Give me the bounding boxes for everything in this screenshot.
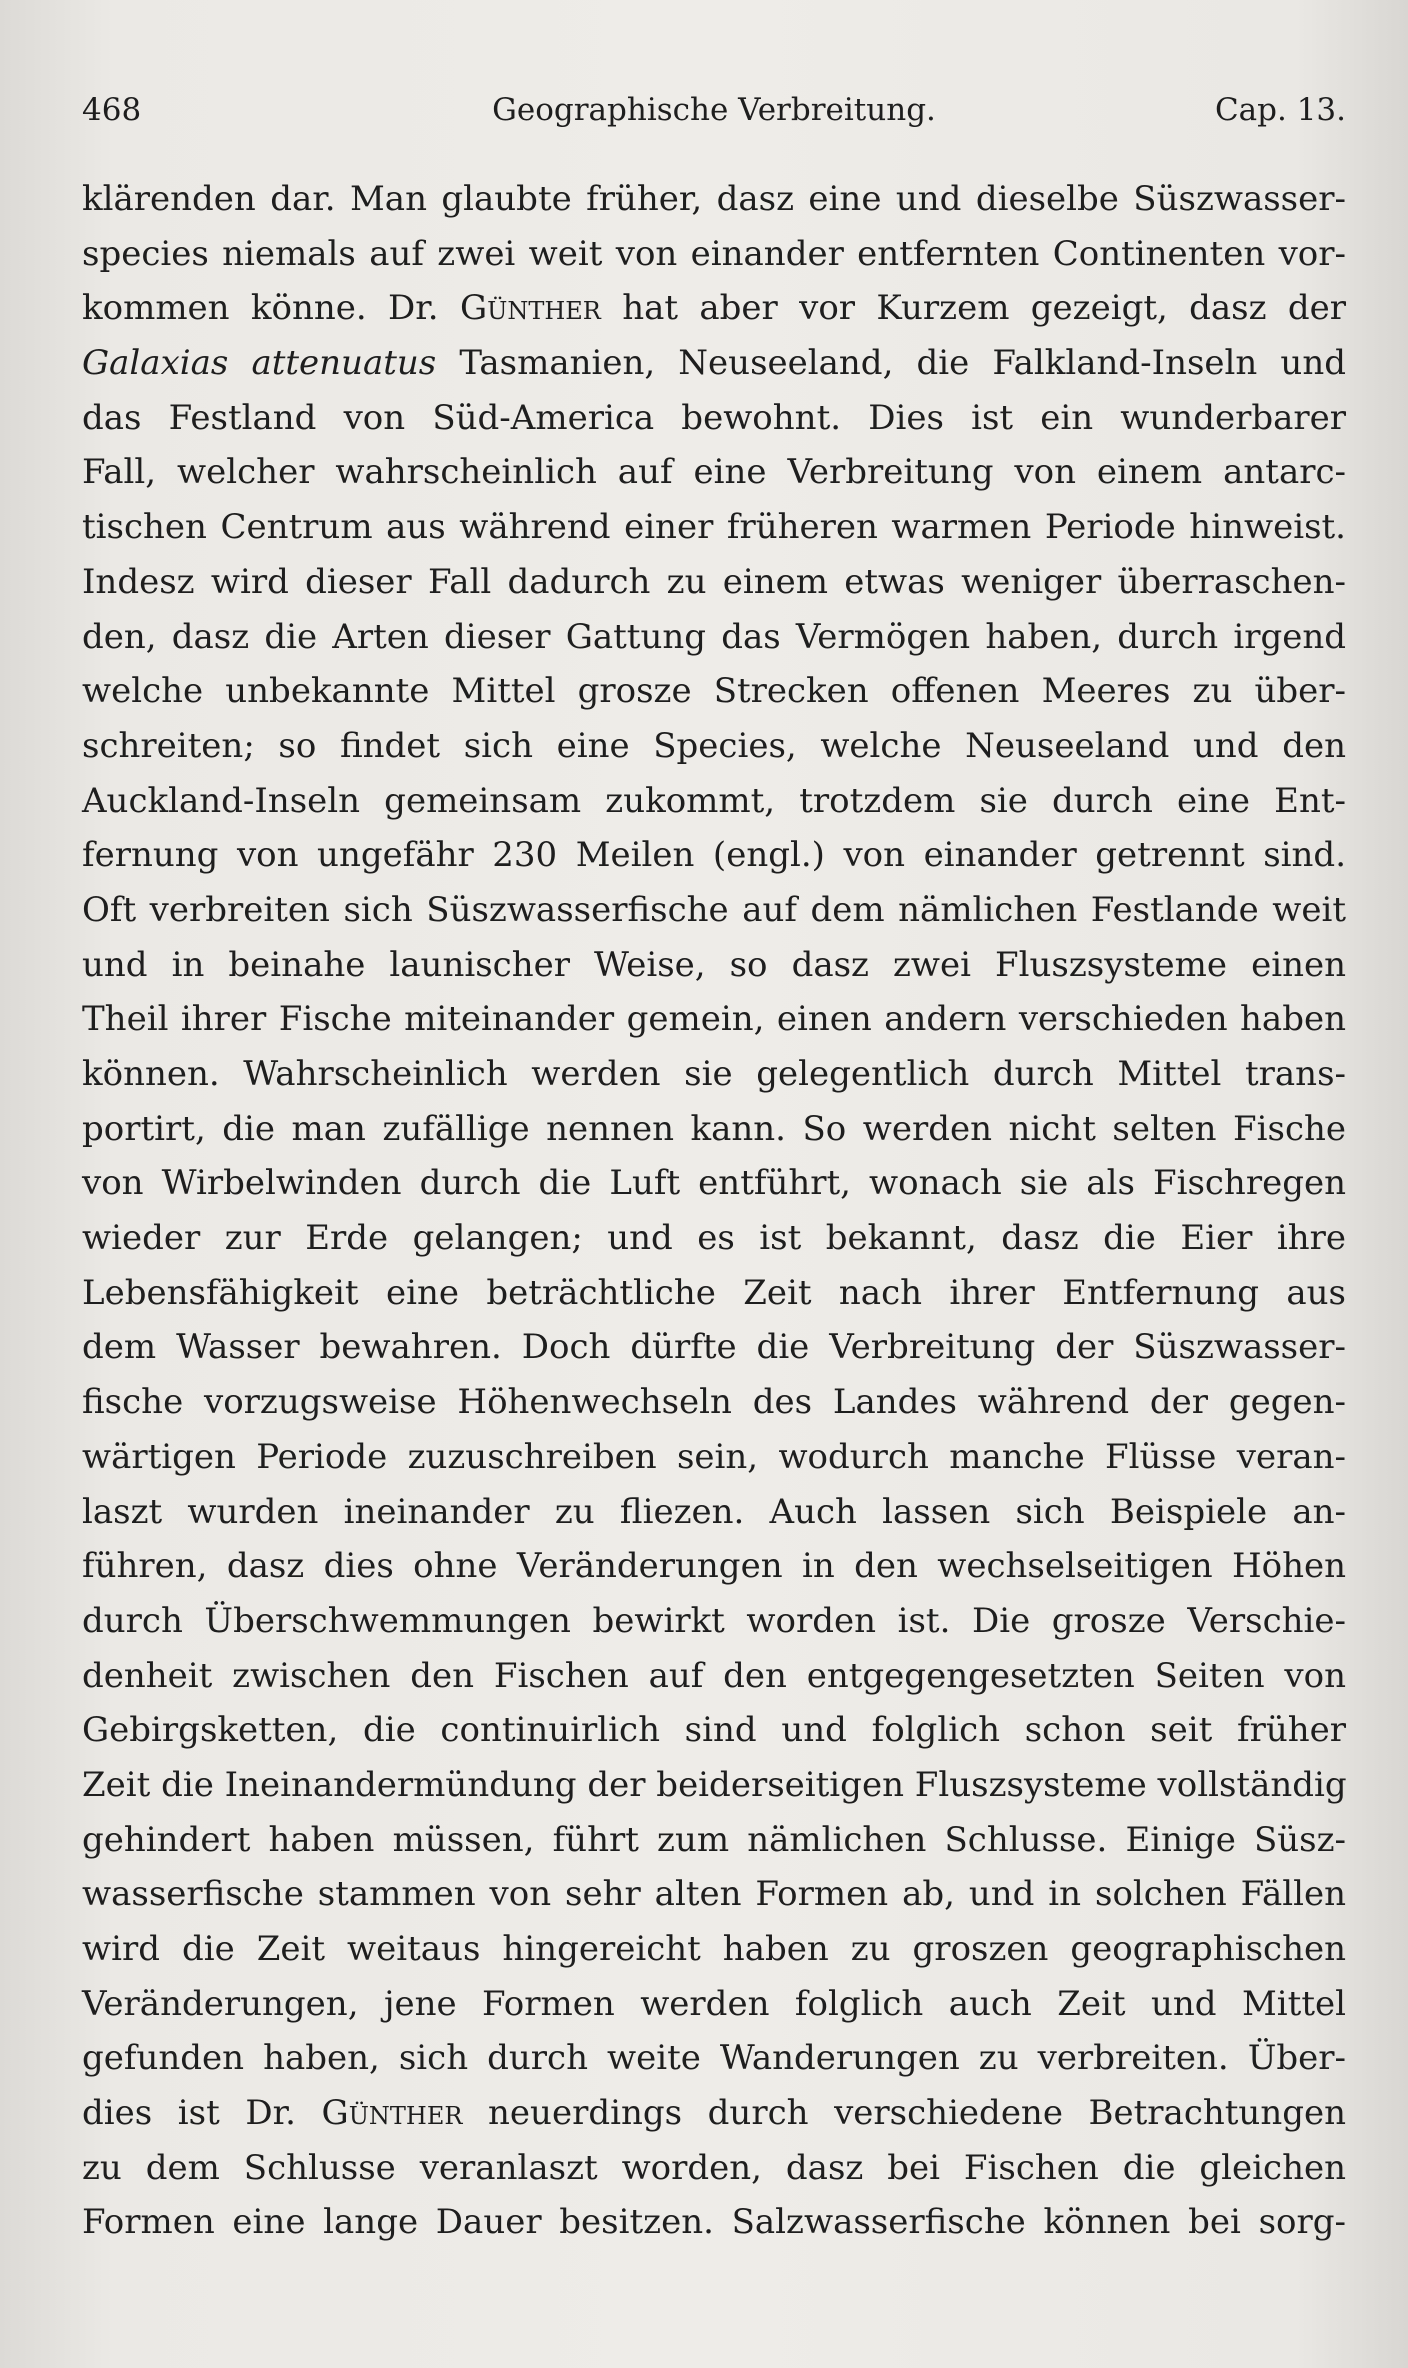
text-line: Formen eine lange Dauer besitzen. Salzwasserfische können bei sorg- (82, 2202, 1346, 2243)
text-line: wasserfische stammen von sehr alten Formen ab, und in solchen Fällen (82, 1874, 1346, 1915)
text-line: wieder zur Erde gelangen; und es ist bekannt, dasz die Eier ihre (82, 1218, 1346, 1259)
text-line: Fall, welcher wahrscheinlich auf eine Verbreitung von einem antarc- (82, 452, 1346, 493)
text-line: Auckland-Inseln gemeinsam zukommt, trotzdem sie durch eine Ent- (82, 780, 1346, 821)
text-line: gefunden haben, sich durch weite Wanderungen zu verbreiten. Über- (82, 2038, 1346, 2079)
text-line: Oft verbreiten sich Süszwasserfische auf dem nämlichen Festlande weit (82, 889, 1346, 930)
text-line: von Wirbelwinden durch die Luft entführt, wonach sie als Fischregen (82, 1163, 1346, 1204)
text-line: fernung von ungefähr 230 Meilen (engl.) von einander getrennt sind. (82, 835, 1346, 876)
page-number: 468 (82, 92, 142, 128)
text-line: dem Wasser bewahren. Doch dürfte die Verbreitung der Süszwasser- (82, 1327, 1346, 1368)
text-line: gehindert haben müssen, führt zum nämlichen Schlusse. Einige Süsz- (82, 1819, 1346, 1860)
text-line: den, dasz die Arten dieser Gattung das Vermögen haben, durch irgend (82, 616, 1346, 657)
text-line: Veränderungen, jene Formen werden folglich auch Zeit und Mittel (82, 1983, 1346, 2024)
text-line: laszt wurden ineinander zu fliezen. Auch lassen sich Beispiele an- (82, 1491, 1346, 1532)
text-line: klärenden dar. Man glaubte früher, dasz eine und dieselbe Süszwasser- (82, 179, 1346, 219)
text-line: fische vorzugsweise Höhenwechseln des Landes während der gegen- (82, 1382, 1346, 1423)
text-line: welche unbekannte Mittel grosze Strecken offenen Meeres zu über- (82, 671, 1346, 712)
text-line: wärtigen Periode zuzuschreiben sein, wodurch manche Flüsse veran- (82, 1436, 1346, 1477)
text-line: Theil ihrer Fische miteinander gemein, einen andern verschieden haben (82, 999, 1346, 1040)
text-line: können. Wahrscheinlich werden sie gelegentlich durch Mittel trans- (82, 1054, 1346, 1094)
text-line: zu dem Schlusse veranlaszt worden, dasz bei Fischen die gleichen (82, 2147, 1346, 2188)
text-line: tischen Centrum aus während einer früheren warmen Periode hinweist. (82, 507, 1346, 548)
text-line: portirt, die man zufällige nennen kann. So werden nicht selten Fische (82, 1108, 1346, 1149)
text-line: führen, dasz dies ohne Veränderungen in den wechselseitigen Höhen (82, 1546, 1346, 1587)
text-line: Lebensfähigkeit eine beträchtliche Zeit nach ihrer Entfernung aus (82, 1272, 1346, 1313)
text-line: Indesz wird dieser Fall dadurch zu einem etwas weniger überraschen- (82, 561, 1346, 602)
text-line: durch Überschwemmungen bewirkt worden ist. Die grosze Verschie- (82, 1600, 1346, 1641)
body-text (82, 172, 1346, 2250)
running-header (82, 92, 1346, 136)
text-line: Galaxias attenuatus Tasmanien, Neuseeland, die Falkland-Inseln und (82, 343, 1346, 384)
running-title: Geographische Verbreitung. (492, 92, 936, 128)
text-line: species niemals auf zwei weit von einander entfernten Continenten vor- (82, 233, 1346, 274)
text-line: dies ist Dr. Günther neuerdings durch verschiedene Betrachtungen (82, 2093, 1347, 2134)
text-line: denheit zwischen den Fischen auf den entgegengesetzten Seiten von (82, 1655, 1346, 1696)
text-line: und in beinahe launischer Weise, so dasz zwei Fluszsysteme einen (82, 944, 1346, 985)
text-line: kommen könne. Dr. Günther hat aber vor Kurzem gezeigt, dasz der (82, 288, 1347, 329)
text-line: das Festland von Süd-America bewohnt. Dies ist ein wunderbarer (82, 397, 1346, 438)
chapter-label: Cap. 13. (1214, 92, 1346, 128)
text-line: Gebirgsketten, die continuirlich sind und folglich schon seit früher (82, 1710, 1346, 1751)
text-line: Zeit die Ineinandermündung der beiderseitigen Fluszsysteme vollständig (82, 1764, 1347, 1805)
text-line: schreiten; so findet sich eine Species, welche Neuseeland und den (82, 725, 1346, 766)
text-line: wird die Zeit weitaus hingereicht haben zu groszen geographischen (82, 1929, 1346, 1969)
